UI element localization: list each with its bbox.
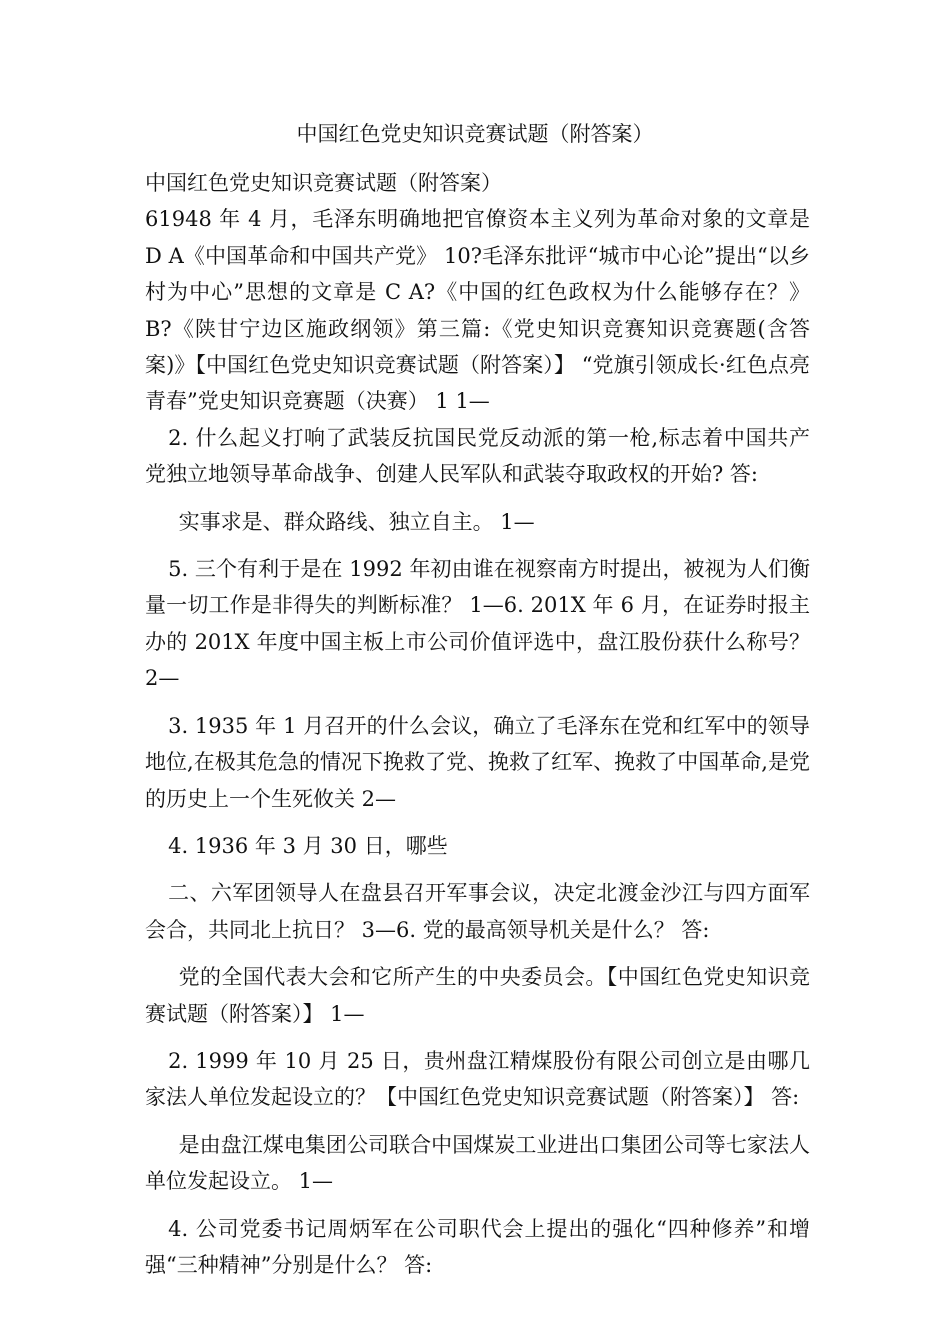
paragraph-5-question: 5. 三个有利于是在 1992 年初由谁在视察南方时提出，被视为人们衡量一切工作是非得失的判断标准？ 1—6. 201X 年 6 月，在证券时报主办的 201X 年度中国主板上市公司价值评选中，盘江股份获什么称号？ 2— bbox=[145, 557, 810, 691]
paragraph-10-question: 2. 1999 年 10 月 25 日，贵州盘江精煤股份有限公司创立是由哪几家法人单位发起设立的？【中国红色党史知识竞赛试题（附答案）】 答: bbox=[145, 1048, 810, 1110]
paragraph-1: 中国红色党史知识竞赛试题（附答案） bbox=[145, 171, 502, 195]
paragraph-12-question: 4. 公司党委书记周炳军在公司职代会上提出的强化“四种修养”和增强“三种精神”分别是什么？ 答: bbox=[145, 1216, 810, 1277]
paragraph-9-answer: 党的全国代表大会和它所产生的中央委员会。【中国红色党史知识竞赛试题（附答案）】 1— bbox=[145, 965, 810, 1026]
document-title: 中国红色党史知识竞赛试题（附答案） bbox=[296, 122, 654, 146]
paragraph-11-answer: 是由盘江煤电集团公司联合中国煤炭工业进出口集团公司等七家法人单位发起设立。 1— bbox=[145, 1132, 810, 1194]
paragraph-3-question: 2. 什么起义打响了武装反抗国民党反动派的第一枪,标志着中国共产党独立地领导革命战争、创建人民军队和武装夺取政权的开始? 答: bbox=[145, 425, 810, 487]
paragraph-4-answer: 实事求是、群众路线、独立自主。 1— bbox=[178, 509, 535, 534]
paragraph-6-question: 3. 1935 年 1 月召开的什么会议，确立了毛泽东在党和红军中的领导地位,在极其危急的情况下挽救了党、挽救了红军、挽救了中国革命,是党的历史上一个生死攸关 2— bbox=[145, 713, 810, 811]
paragraph-8-question: 二、六军团领导人在盘县召开军事会议，决定北渡金沙江与四方面军会合，共同北上抗日？ 3—6. 党的最高领导机关是什么？ 答: bbox=[145, 881, 810, 942]
document-body bbox=[145, 165, 810, 1283]
paragraph-7-question: 4. 1936 年 3 月 30 日，哪些 bbox=[168, 833, 448, 858]
paragraph-2: 61948 年 4 月，毛泽东明确地把官僚资本主义列为革命对象的文章是 D A《中国革命和中国共产党》 10?毛泽东批评“城市中心论”提出“以乡村为中心”思想的文章是 C A?《中国的红色政权为什么能够存在？》 B?《陕甘宁边区施政纲领》第三篇:《党史知识竞赛知识竞赛题(含答案)》【中国红色党史知识竞赛试题（附答案）】 “党旗引领成长·红色点亮青春”党史知识竞赛题（决赛） 1 1— bbox=[145, 207, 810, 414]
